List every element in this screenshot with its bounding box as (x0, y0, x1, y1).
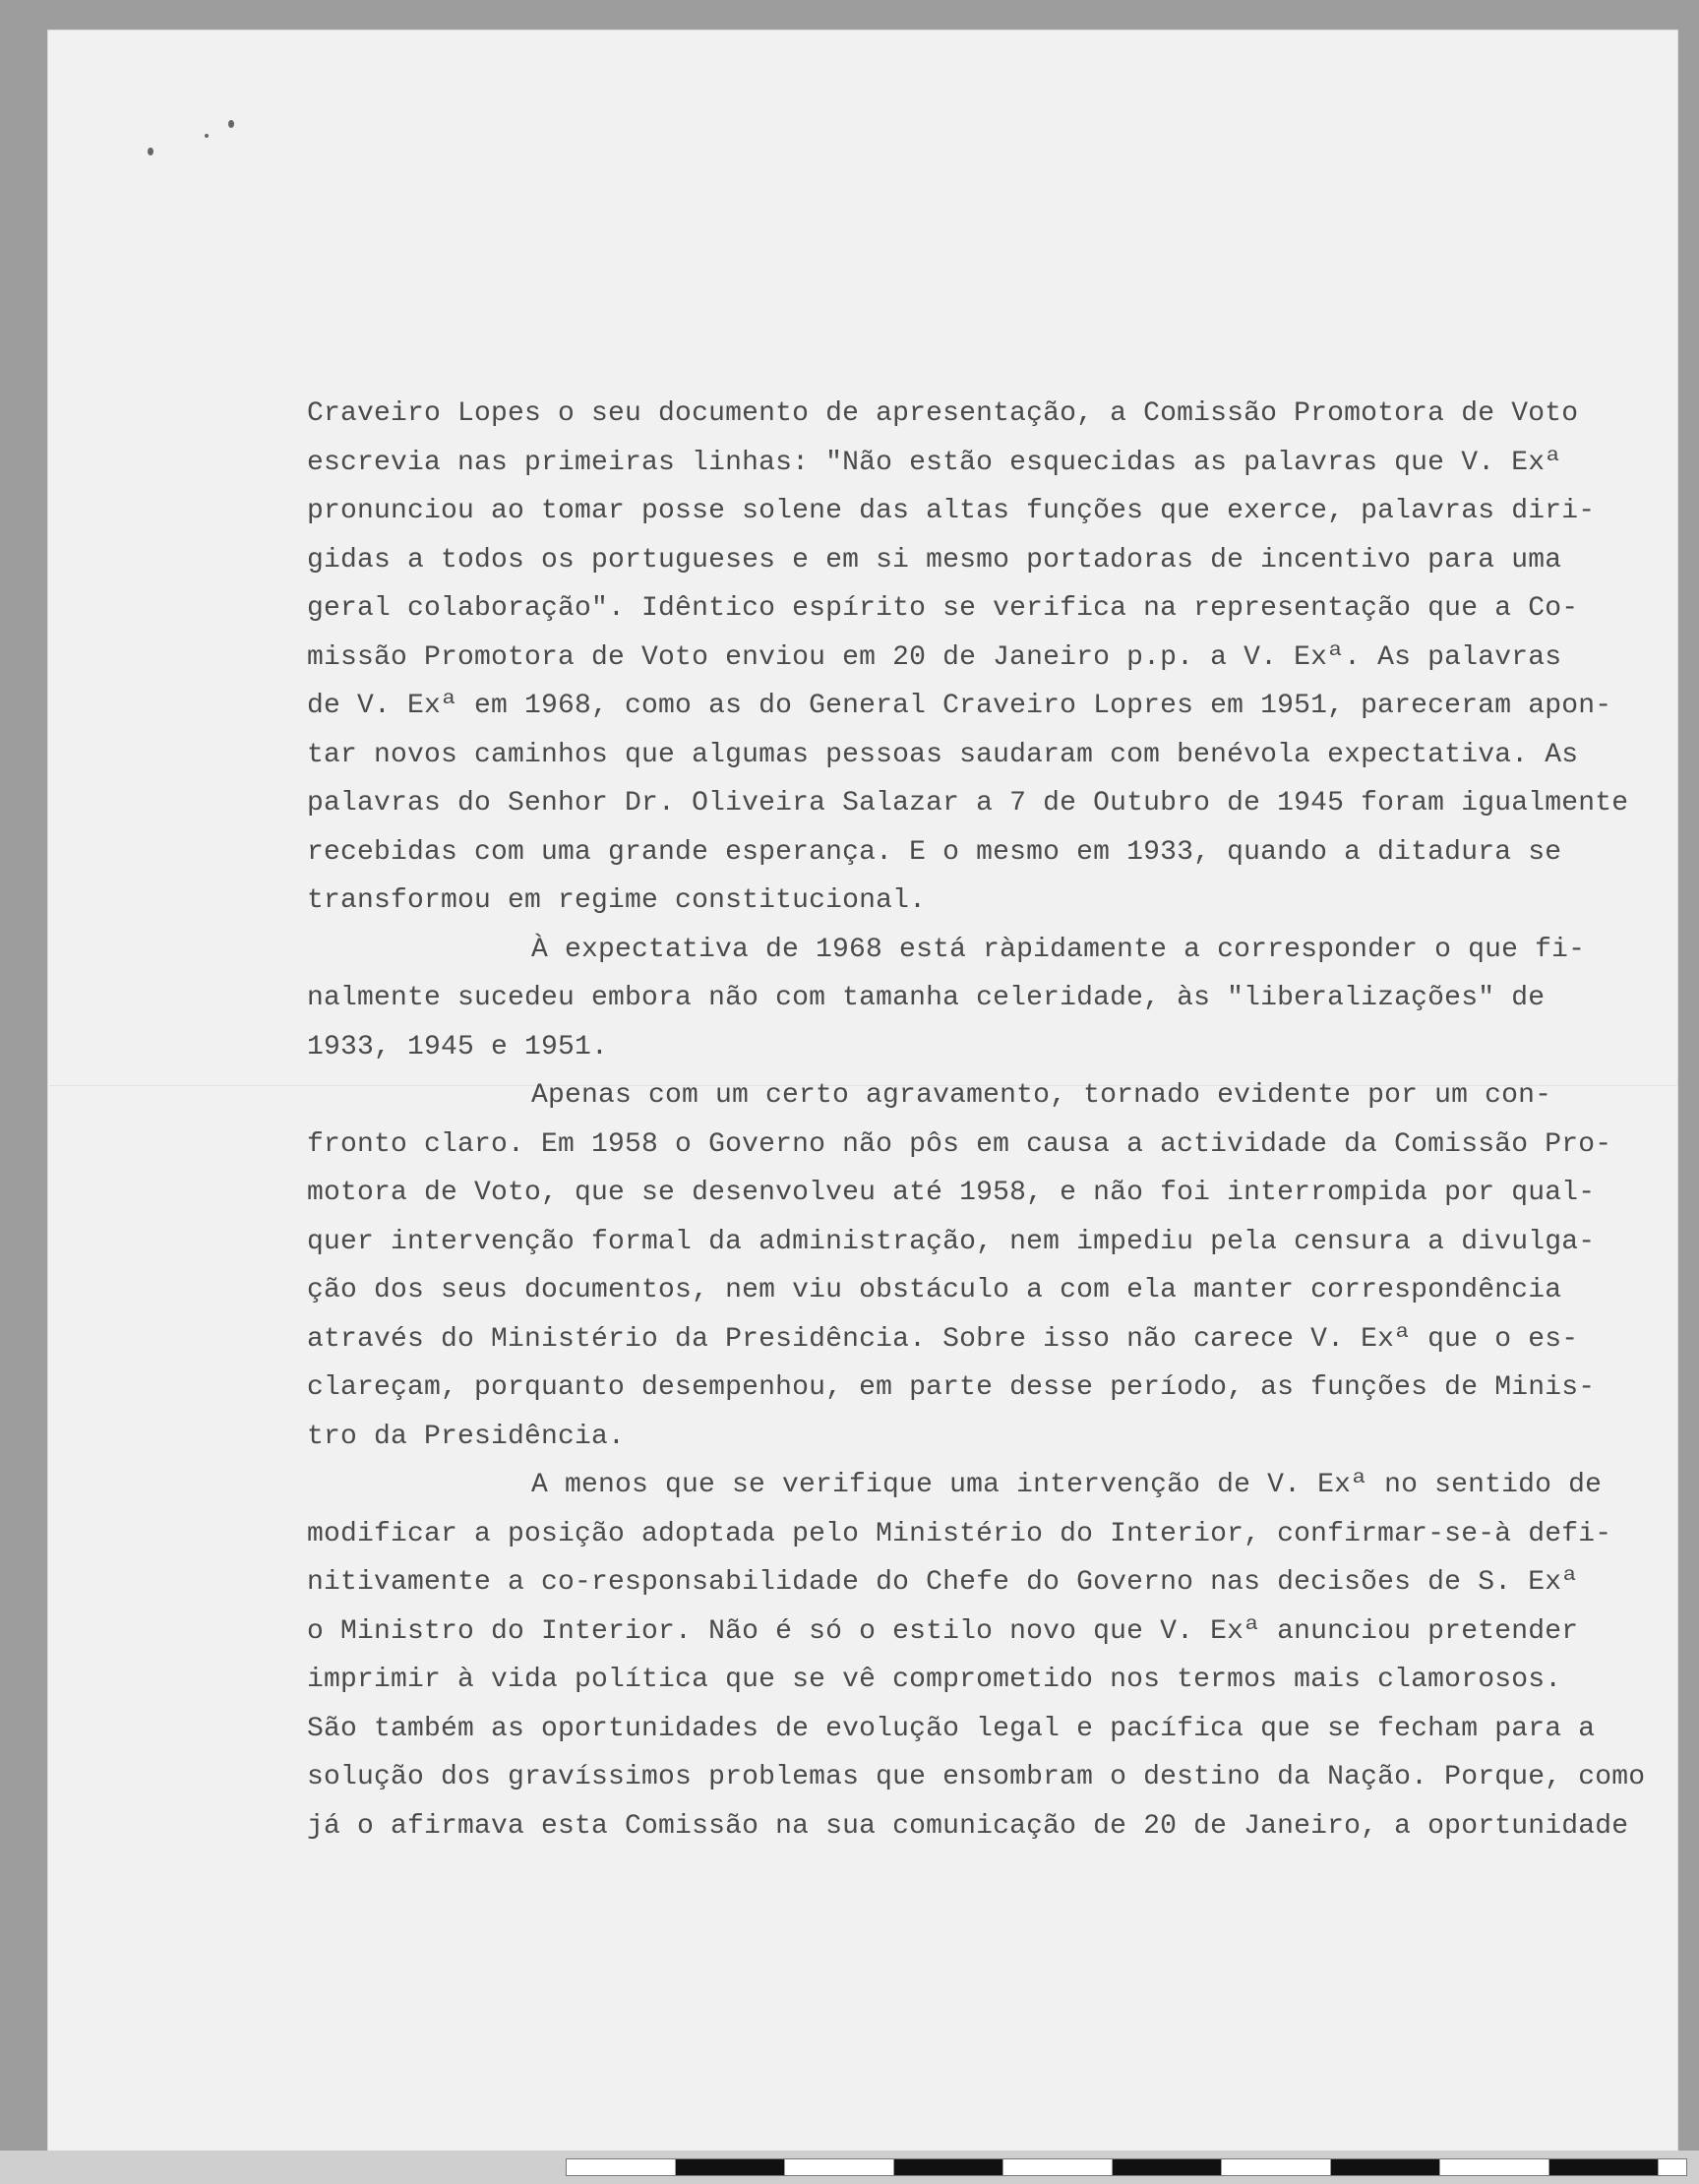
ink-speck (205, 134, 209, 138)
text-line: São também as oportunidades de evolução legal e pacífica que se fecham para a (307, 1713, 1596, 1744)
paragraph-first-line: À expectativa de 1968 está ràpidamente a corresponder o que fi- (531, 934, 1586, 965)
ink-speck (228, 120, 234, 128)
text-line: nitivamente a co-responsabilidade do Chefe do Governo nas decisões de S. Exª (307, 1567, 1579, 1598)
text-line: ção dos seus documentos, nem viu obstáculo a com ela manter correspondência (307, 1275, 1562, 1305)
paragraph-first-line: Apenas com um certo agravamento, tornado evidente por um con- (531, 1080, 1552, 1111)
typed-letter-body (307, 390, 1646, 1850)
text-line: geral colaboração". Idêntico espírito se verifica na representação que a Co- (307, 593, 1579, 624)
scale-segment (1003, 2159, 1113, 2175)
text-line: fronto claro. Em 1958 o Governo não pôs em causa a actividade da Comissão Pro- (307, 1128, 1612, 1160)
scale-segment (1549, 2159, 1659, 2175)
text-line: através do Ministério da Presidência. Sobre isso não carece V. Exª que o es- (307, 1323, 1579, 1355)
text-line: tar novos caminhos que algumas pessoas saudaram com benévola expectativa. As (307, 739, 1579, 770)
scale-segment (1222, 2159, 1331, 2175)
text-line: missão Promotora de Voto enviou em 20 de Janeiro p.p. a V. Exª. As palavras (307, 641, 1562, 673)
scale-segment (1113, 2159, 1222, 2175)
ink-speck (148, 148, 153, 155)
scale-segment (1440, 2159, 1549, 2175)
text-line: pronunciou ao tomar posse solene das altas funções que exerce, palavras diri- (307, 496, 1596, 526)
text-line: imprimir à vida política que se vê comprometido nos termos mais clamorosos. (307, 1665, 1562, 1695)
text-line: já o afirmava esta Comissão na sua comunicação de 20 de Janeiro, a oportunidade (307, 1810, 1629, 1842)
text-line: 1933, 1945 e 1951. (307, 1031, 609, 1062)
text-line: recebidas com uma grande esperança. E o mesmo em 1933, quando a ditadura se (307, 836, 1562, 868)
text-line: quer intervenção formal da administração, nem impediu pela censura a divulga- (307, 1226, 1596, 1257)
text-line: palavras do Senhor Dr. Oliveira Salazar a 7 de Outubro de 1945 foram igualmente (307, 788, 1629, 819)
paragraph-first-line: A menos que se verifique uma intervenção de V. Exª no sentido de (531, 1470, 1603, 1500)
text-line: modificar a posição adoptada pelo Ministério do Interior, confirmar-se-à defi- (307, 1518, 1612, 1549)
text-line: o Ministro do Interior. Não é só o estilo novo que V. Exª anunciou pretender (307, 1615, 1579, 1647)
text-line: de V. Exª em 1968, como as do General Craveiro Lopres em 1951, pareceram apon- (307, 691, 1612, 721)
text-line: motora de Voto, que se desenvolveu até 1958, e não foi interrompida por qual- (307, 1178, 1596, 1208)
text-line: escrevia nas primeiras linhas: "Não estão esquecidas as palavras que V. Exª (307, 447, 1562, 478)
text-line: solução dos gravíssimos problemas que ensombram o destino da Nação. Porque, como (307, 1762, 1646, 1792)
scan-scale-bar (566, 2158, 1687, 2176)
text-line: tro da Presidência. (307, 1421, 626, 1452)
text-line: clareçam, porquanto desempenhou, em parte desse período, as funções de Minis- (307, 1372, 1596, 1403)
scale-segment (894, 2159, 1003, 2175)
scale-segment (785, 2159, 894, 2175)
scale-segment (676, 2159, 785, 2175)
text-line: gidas a todos os portugueses e em si mesmo portadoras de incentivo para uma (307, 544, 1562, 576)
scale-segment (567, 2159, 676, 2175)
text-line: Craveiro Lopes o seu documento de apresentação, a Comissão Promotora de Voto (307, 398, 1579, 429)
scale-segment (1331, 2159, 1440, 2175)
text-line: transformou em regime constitucional. (307, 885, 927, 916)
text-line: nalmente sucedeu embora não com tamanha celeridade, às "liberalizações" de (307, 983, 1546, 1013)
